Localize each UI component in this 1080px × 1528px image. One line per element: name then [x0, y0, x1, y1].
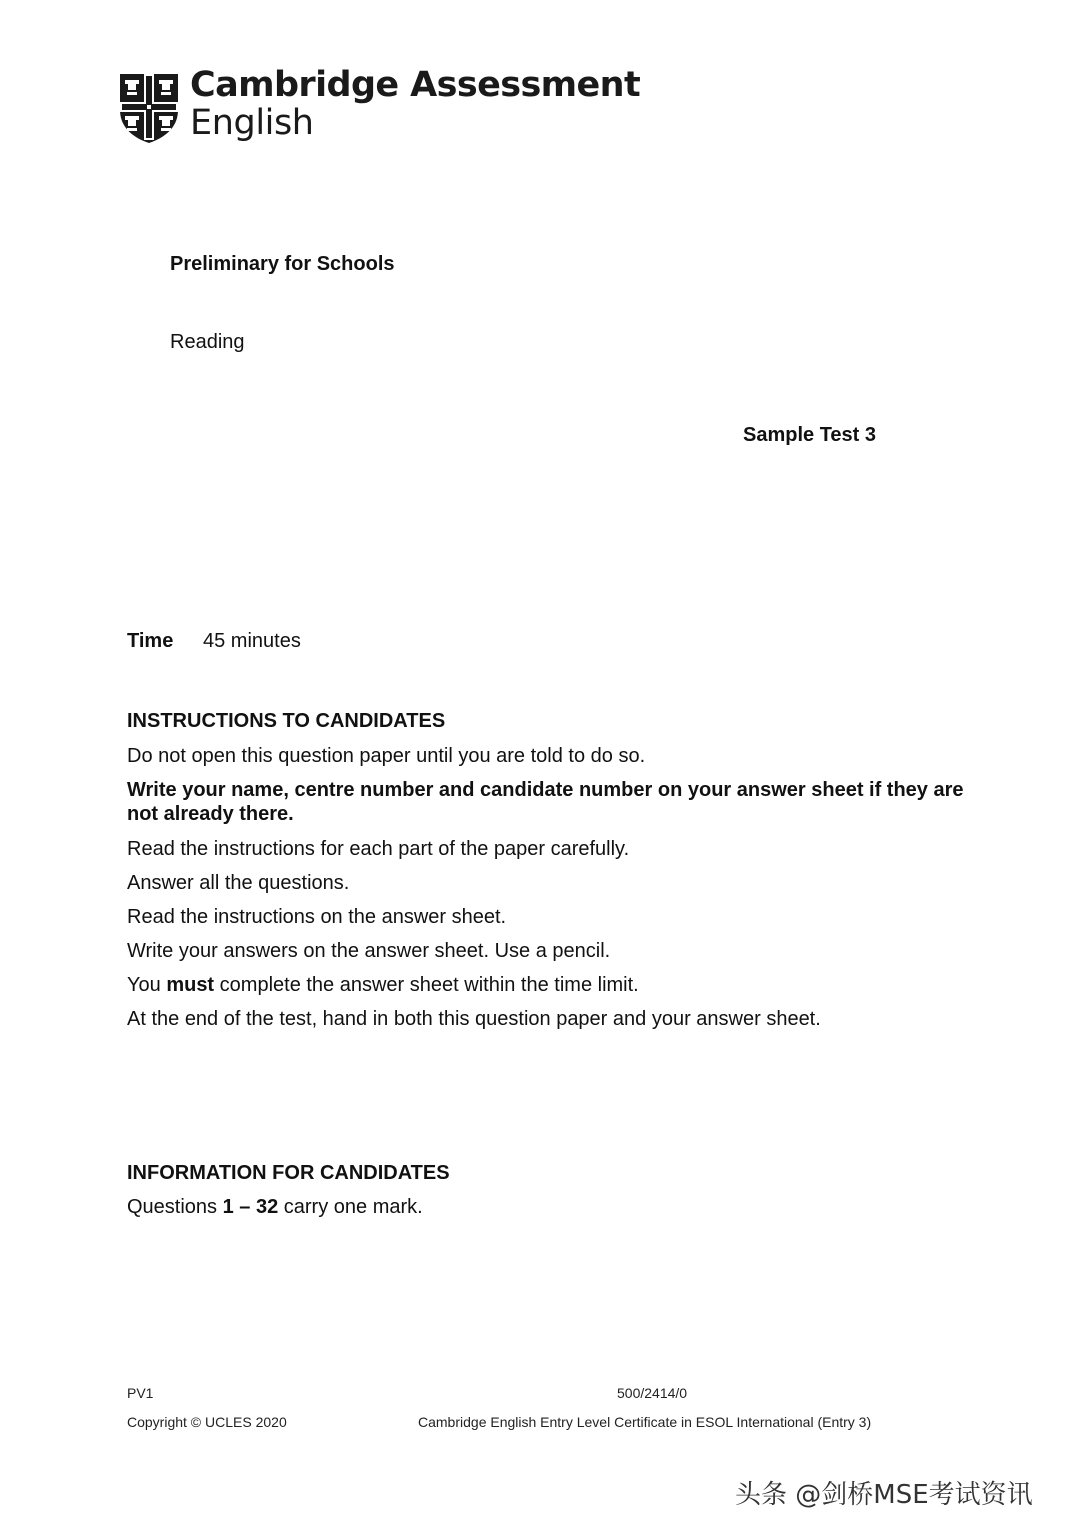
sample-test-label: Sample Test 3	[743, 424, 877, 446]
logo-wordmark-line1: Cambridge Assessment	[190, 65, 641, 105]
instruction-line-bold: Write your name, centre number and candidate number on your answer sheet if they are not already there.	[127, 779, 964, 825]
information-text: Questions	[127, 1196, 223, 1218]
watermark-text: 头条 @剑桥MSE考试资讯	[735, 1480, 1033, 1510]
instructions-list	[127, 744, 987, 1041]
paper-code: PV1	[127, 1385, 154, 1401]
time-row	[127, 630, 301, 653]
instruction-line: Read the instructions for each part of the paper carefully.	[127, 838, 630, 860]
qualification-number: 500/2414/0	[617, 1385, 688, 1401]
information-heading: INFORMATION FOR CANDIDATES	[127, 1162, 450, 1184]
exam-name: Preliminary for Schools	[170, 253, 395, 275]
instruction-line-must	[127, 973, 987, 997]
logo-wordmark-line2: English	[190, 103, 314, 143]
time-value: 45 minutes	[203, 630, 301, 652]
copyright-notice: Copyright © UCLES 2020	[127, 1414, 287, 1430]
information-text: carry one mark.	[278, 1196, 423, 1218]
information-line	[127, 1196, 423, 1219]
paper-name: Reading	[170, 331, 245, 353]
logo-wordmark	[190, 66, 640, 142]
instruction-text: complete the answer sheet within the time limit.	[214, 974, 639, 996]
instructions-heading: INSTRUCTIONS TO CANDIDATES	[127, 710, 446, 732]
instruction-line: Answer all the questions.	[127, 872, 350, 894]
question-range: 1 – 32	[222, 1196, 279, 1218]
instruction-line: Read the instructions on the answer sheet.	[127, 906, 507, 928]
instruction-text: You	[127, 974, 167, 996]
instruction-line: Write your answers on the answer sheet. Use a pencil.	[127, 940, 611, 962]
cambridge-logo	[118, 65, 641, 144]
instruction-line: Do not open this question paper until you are told to do so.	[127, 745, 646, 767]
instruction-line: At the end of the test, hand in both this question paper and your answer sheet.	[127, 1008, 821, 1030]
cambridge-crest-icon	[118, 72, 180, 144]
instruction-emphasis: must	[166, 974, 215, 996]
time-label: Time	[127, 630, 174, 652]
qualification-title: Cambridge English Entry Level Certificate in ESOL International (Entry 3)	[418, 1414, 872, 1430]
